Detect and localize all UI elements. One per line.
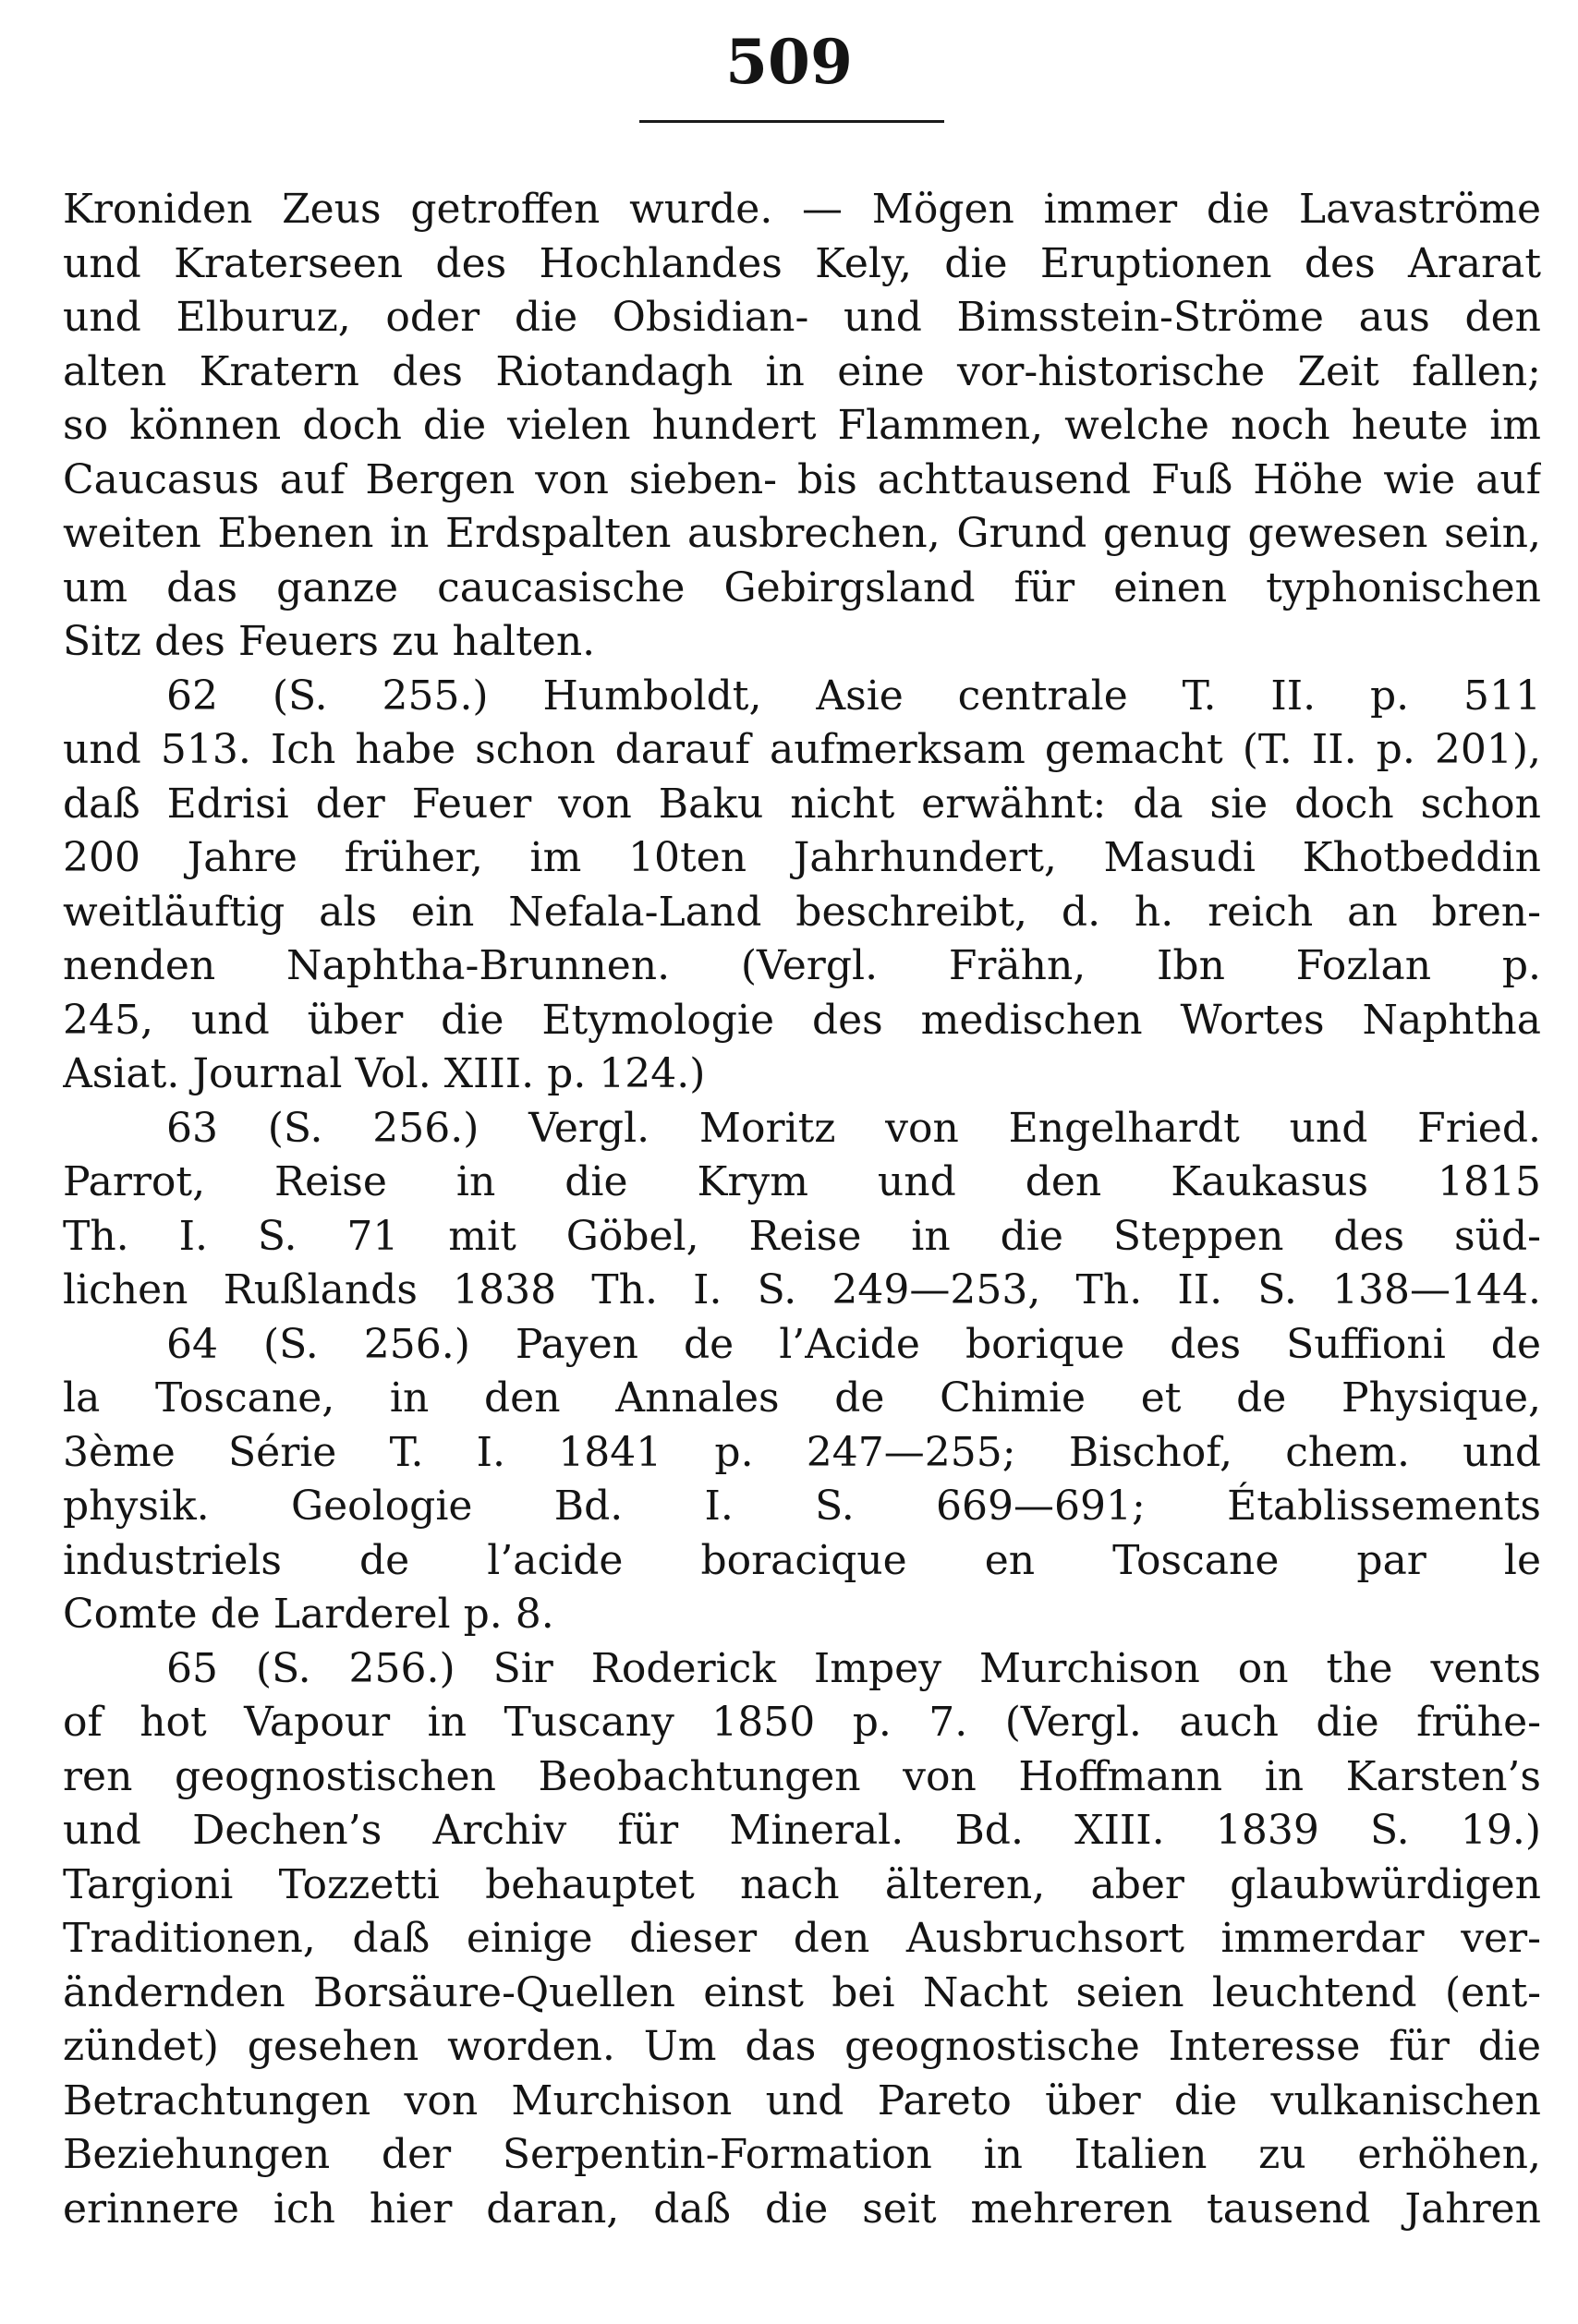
text-line: Sitz des Feuers zu halten.: [63, 618, 596, 665]
text-line: ändernden Borsäure-Quellen einst bei Nacht seien leuchtend (ent-: [63, 1968, 1541, 2016]
text-line: ren geognostischen Beobachtungen von Hoffmann in Karsten’s: [63, 1752, 1541, 1800]
text-line: 200 Jahre früher, im 10ten Jahrhundert, Masudi Khotbeddin: [63, 834, 1541, 881]
text-line: Betrachtungen von Murchison und Pareto über die vulkanischen: [63, 2076, 1541, 2124]
text-line: Th. I. S. 71 mit Göbel, Reise in die Steppen des süd-: [63, 1212, 1541, 1260]
text-line: so können doch die vielen hundert Flammen, welche noch heute im: [63, 402, 1541, 449]
text-line: la Toscane, in den Annales de Chimie et de Physique,: [63, 1374, 1541, 1422]
text-line: alten Kratern des Riotandagh in eine vor-historische Zeit fallen;: [63, 347, 1541, 395]
text-line: Targioni Tozzetti behauptet nach älteren, aber glaubwürdigen: [63, 1860, 1541, 1908]
text-line: und 513. Ich habe schon darauf aufmerksam gemacht (T. II. p. 201),: [63, 726, 1541, 773]
text-line: und Kraterseen des Hochlandes Kely, die Eruptionen des Ararat: [63, 239, 1541, 287]
text-line: Beziehungen der Serpentin-Formation in Italien zu erhöhen,: [63, 2131, 1541, 2178]
text-line: lichen Rußlands 1838 Th. I. S. 249—253, Th. II. S. 138—144.: [63, 1266, 1541, 1313]
text-line: 64 (S. 256.) Payen de l’Acide borique des Suffioni de: [166, 1320, 1541, 1368]
body-text: [63, 183, 1541, 2236]
text-line: 63 (S. 256.) Vergl. Moritz von Engelhardt und Fried.: [166, 1104, 1541, 1152]
text-line: 65 (S. 256.) Sir Roderick Impey Murchison on the vents: [166, 1644, 1541, 1692]
text-line: zündet) gesehen worden. Um das geognostische Interesse für die: [63, 2023, 1541, 2070]
text-line: und Elburuz, oder die Obsidian- und Bimsstein-Ströme aus den: [63, 294, 1541, 341]
text-line: 245, und über die Etymologie des medischen Wortes Naphtha: [63, 996, 1541, 1044]
text-line: und Dechen’s Archiv für Mineral. Bd. XIII. 1839 S. 19.): [63, 1807, 1541, 1854]
text-line: Asiat. Journal Vol. XIII. p. 124.): [63, 1050, 706, 1097]
text-line: 3ème Série T. I. 1841 p. 247—255; Bischof, chem. und: [63, 1428, 1541, 1476]
text-line: nenden Naphtha-Brunnen. (Vergl. Frähn, Ibn Fozlan p.: [63, 942, 1541, 989]
text-line: Kroniden Zeus getroffen wurde. — Mögen immer die Lavaströme: [63, 186, 1541, 233]
page-number: 509: [725, 26, 853, 98]
text-line: erinnere ich hier daran, daß die seit mehreren tausend Jahren: [63, 2185, 1541, 2233]
text-line: Parrot, Reise in die Krym und den Kaukasus 1815: [63, 1158, 1541, 1205]
text-line: um das ganze caucasische Gebirgsland für einen typhonischen: [63, 563, 1541, 611]
text-line: weiten Ebenen in Erdspalten ausbrechen, Grund genug gewesen sein,: [63, 510, 1541, 557]
text-line: industriels de l’acide boracique en Toscane par le: [63, 1536, 1541, 1584]
text-line: of hot Vapour in Tuscany 1850 p. 7. (Vergl. auch die frühe-: [63, 1699, 1541, 1746]
text-line: Caucasus auf Bergen von sieben- bis achttausend Fuß Höhe wie auf: [63, 455, 1541, 503]
text-line: physik. Geologie Bd. I. S. 669—691; Établissements: [63, 1483, 1541, 1530]
header-rule: [639, 120, 944, 123]
text-line: Comte de Larderel p. 8.: [63, 1591, 554, 1638]
text-line: weitläuftig als ein Nefala-Land beschreibt, d. h. reich an bren-: [63, 888, 1541, 936]
text-line: Traditionen, daß einige dieser den Ausbruchsort immerdar ver-: [63, 1915, 1541, 1962]
text-line: daß Edrisi der Feuer von Baku nicht erwähnt: da sie doch schon: [63, 780, 1541, 828]
text-line: 62 (S. 255.) Humboldt, Asie centrale T. II. p. 511: [166, 672, 1541, 720]
